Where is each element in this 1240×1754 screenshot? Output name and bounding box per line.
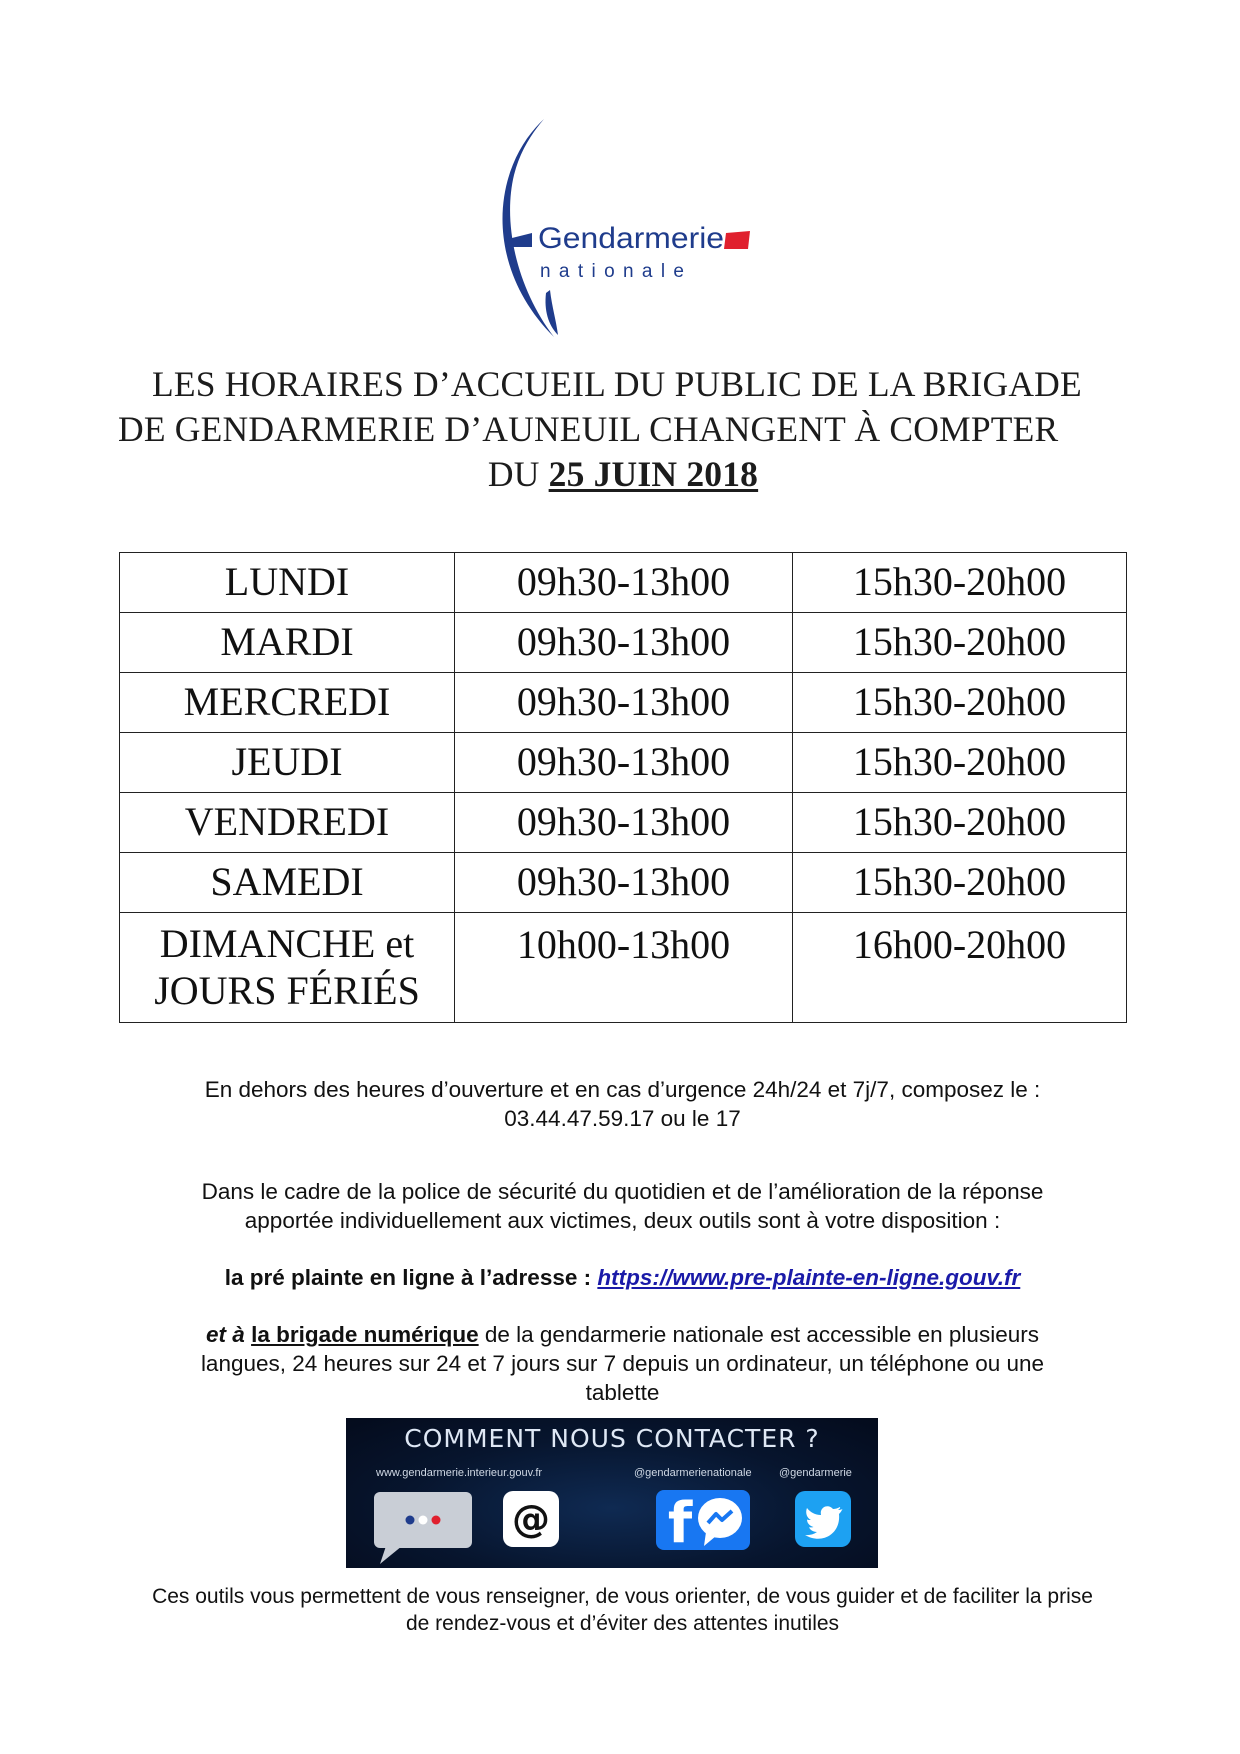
title-date: 25 JUIN 2018: [548, 454, 759, 494]
title-line-3: [118, 452, 1128, 497]
preplainte-label: la pré plainte en ligne à l’adresse :: [224, 1265, 598, 1290]
day-line-2: JOURS FÉRIÉS: [154, 968, 420, 1013]
table-row: [120, 913, 1127, 1023]
gendarmerie-logo-icon: [488, 115, 756, 343]
schedule-table: [119, 552, 1127, 1023]
chat-bubble-icon: [372, 1490, 474, 1566]
emergency-line-1: En dehors des heures d’ouverture et en cas d’urgence 24h/24 et 7j/7, composez le :: [204, 1077, 1041, 1102]
gendarmerie-logo: [488, 115, 756, 343]
morning-hours-cell: 10h00-13h00: [455, 913, 793, 1023]
table-row: [120, 613, 1127, 673]
emergency-phone: 03.44.47.59.17 ou le 17: [504, 1106, 741, 1131]
page-title: [118, 362, 1128, 497]
table-row: [120, 793, 1127, 853]
brigade-lead: [206, 1322, 479, 1347]
context-paragraph: [120, 1177, 1125, 1235]
day-cell: MARDI: [120, 613, 455, 673]
afternoon-hours-cell: 15h30-20h00: [793, 613, 1127, 673]
brigade-line-1: [120, 1320, 1125, 1349]
banner-twitter-handle: @gendarmerie: [779, 1467, 852, 1479]
title-prefix: DU: [487, 454, 549, 494]
afternoon-hours-cell: 15h30-20h00: [793, 673, 1127, 733]
svg-text:f: f: [667, 1491, 693, 1550]
title-line-2: DE GENDARMERIE D’AUNEUIL CHANGENT À COMPTER: [118, 409, 1059, 449]
at-sign-icon: [502, 1490, 560, 1548]
footer-line-2: de rendez-vous et d’éviter des attentes inutiles: [405, 1612, 840, 1635]
day-cell: JEUDI: [120, 733, 455, 793]
table-row: [120, 673, 1127, 733]
table-row: [120, 853, 1127, 913]
brigade-line-3: tablette: [585, 1380, 660, 1405]
logo-subtitle: nationale: [540, 261, 684, 282]
preplainte-link[interactable]: https://www.pre-plainte-en-ligne.gouv.fr: [597, 1265, 1021, 1290]
facebook-messenger-icon: [656, 1490, 750, 1550]
emergency-paragraph: [120, 1075, 1125, 1133]
footer-paragraph: [120, 1583, 1125, 1637]
afternoon-hours-cell: 15h30-20h00: [793, 853, 1127, 913]
table-row: [120, 553, 1127, 613]
afternoon-hours-cell: 15h30-20h00: [793, 553, 1127, 613]
footer-line-1: Ces outils vous permettent de vous renseigner, de vous orienter, de vous guider et de faciliter la prise: [152, 1585, 1093, 1608]
afternoon-hours-cell: 16h00-20h00: [793, 913, 1127, 1023]
afternoon-hours-cell: 15h30-20h00: [793, 733, 1127, 793]
morning-hours-cell: 09h30-13h00: [455, 793, 793, 853]
logo-name: Gendarmerie: [538, 222, 724, 255]
banner-facebook-handle: @gendarmerienationale: [634, 1467, 752, 1479]
day-cell: [120, 913, 455, 1023]
morning-hours-cell: 09h30-13h00: [455, 613, 793, 673]
table-row: [120, 733, 1127, 793]
title-line-1: LES HORAIRES D’ACCUEIL DU PUBLIC DE LA BRIGADE: [152, 364, 1082, 404]
brigade-line-2: langues, 24 heures sur 24 et 7 jours sur 7 depuis un ordinateur, un téléphone ou une: [200, 1351, 1045, 1376]
brigade-line-1-rest: de la gendarmerie nationale est accessible en plusieurs: [478, 1322, 1039, 1347]
morning-hours-cell: 09h30-13h00: [455, 853, 793, 913]
context-line-2: apportée individuellement aux victimes, deux outils sont à votre disposition :: [244, 1208, 1001, 1233]
context-line-1: Dans le cadre de la police de sécurité du quotidien et de l’amélioration de la réponse: [201, 1179, 1044, 1204]
day-line-1: DIMANCHE et: [159, 921, 415, 966]
day-cell: MERCREDI: [120, 673, 455, 733]
preplainte-paragraph: [120, 1263, 1125, 1292]
day-cell: LUNDI: [120, 553, 455, 613]
brigade-paragraph: [120, 1320, 1125, 1407]
contact-banner: [346, 1418, 878, 1568]
morning-hours-cell: 09h30-13h00: [455, 553, 793, 613]
svg-text:@: @: [512, 1497, 550, 1541]
brigade-lead-text: et à: [206, 1322, 252, 1347]
banner-title: COMMENT NOUS CONTACTER ?: [404, 1424, 820, 1453]
twitter-icon: [794, 1490, 852, 1548]
banner-website: www.gendarmerie.interieur.gouv.fr: [376, 1467, 543, 1479]
morning-hours-cell: 09h30-13h00: [455, 733, 793, 793]
afternoon-hours-cell: 15h30-20h00: [793, 793, 1127, 853]
morning-hours-cell: 09h30-13h00: [455, 673, 793, 733]
day-cell: VENDREDI: [120, 793, 455, 853]
day-cell: SAMEDI: [120, 853, 455, 913]
brigade-link[interactable]: la brigade numérique: [251, 1322, 479, 1347]
